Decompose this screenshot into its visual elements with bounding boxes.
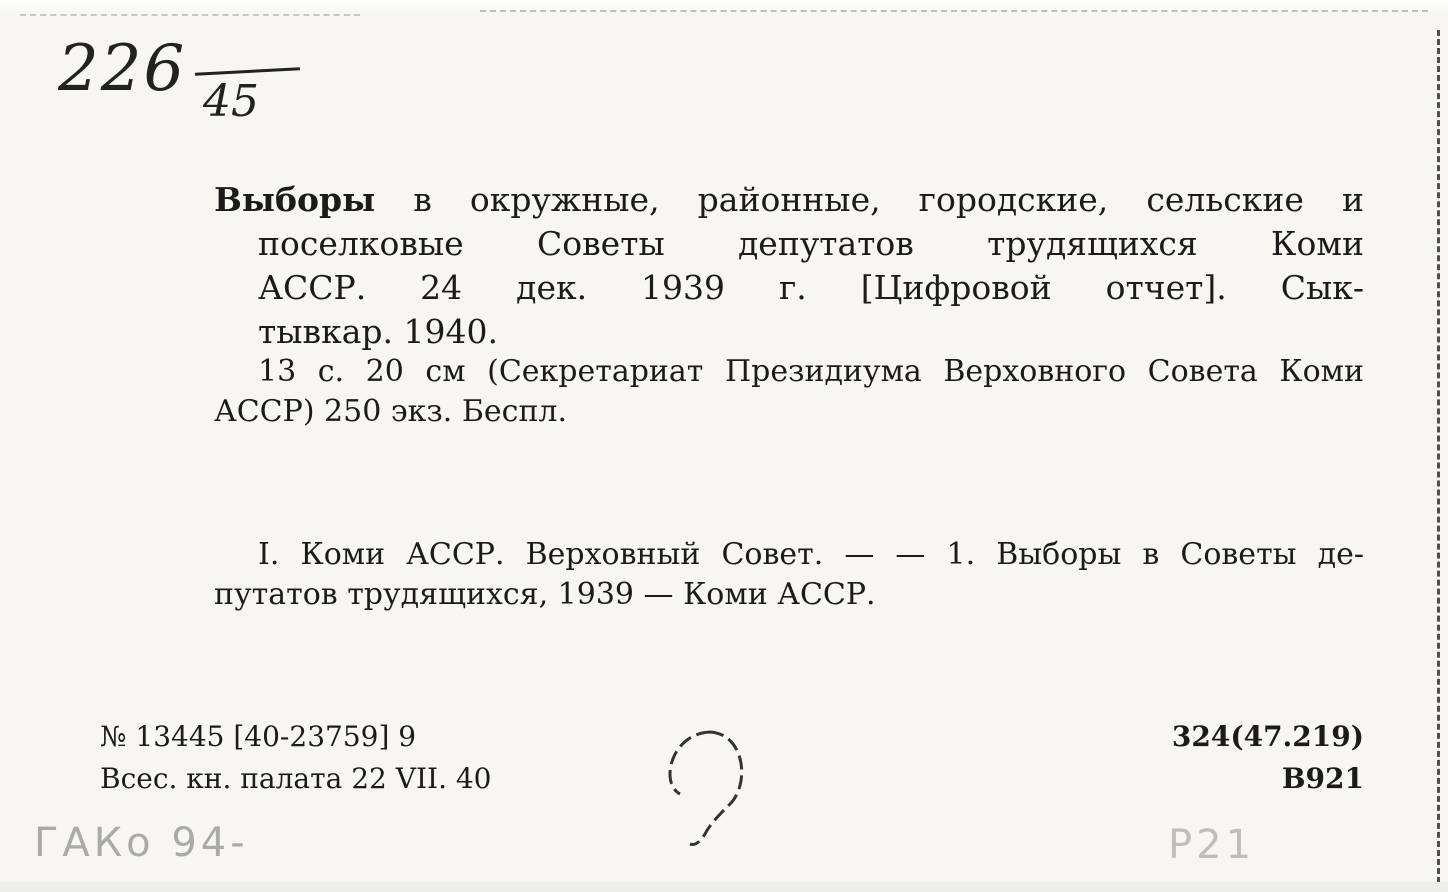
title-line: Выборы в окружные, районные, городские, сельские и: [214, 180, 1364, 219]
classification-codes: [1172, 716, 1364, 800]
handwritten-denominator: 45: [203, 76, 259, 127]
title-line: АССР. 24 дек. 1939 г. [Цифровой отчет]. Сык-: [258, 268, 1364, 307]
physical-description: [214, 352, 1364, 432]
chamber-date: Всес. кн. палата 22 VII. 40: [100, 762, 492, 795]
title-entry: [214, 178, 1364, 354]
udc-code: 324(47.219): [1171, 720, 1364, 753]
handwritten-loop-mark: [650, 724, 760, 854]
card-bottom-edge: [0, 882, 1448, 892]
card-top-border-left: [20, 14, 360, 16]
author-mark: В921: [1281, 762, 1364, 795]
card-right-border: [1434, 30, 1440, 892]
registry-number: № 13445 [40-23759] 9: [100, 720, 417, 753]
handwritten-shelf-number: 226: [58, 32, 187, 106]
subject-line: I. Коми АССР. Верховный Совет. — — 1. Выборы в Советы де-: [258, 537, 1364, 572]
handwritten-fraction: [195, 60, 305, 130]
fraction-bar: [195, 67, 300, 75]
subject-headings: [214, 535, 1364, 615]
title-line: поселковые Советы депутатов трудящихся Коми: [258, 224, 1364, 263]
card-registry-info: [100, 716, 492, 800]
physical-line: АССР) 250 экз. Беспл.: [214, 394, 568, 429]
title-line: тывкар. 1940.: [258, 312, 498, 351]
card-top-border: [480, 10, 1428, 12]
subject-line: путатов трудящихся, 1939 — Коми АССР.: [214, 577, 876, 612]
title-bold-word: Выборы: [214, 180, 376, 219]
archive-stamp-right: Р21: [1168, 822, 1256, 868]
physical-line: 13 с. 20 см (Секретариат Президиума Верховного Совета Коми: [258, 354, 1364, 389]
archive-stamp-left: ГАКо 94-: [34, 820, 249, 866]
